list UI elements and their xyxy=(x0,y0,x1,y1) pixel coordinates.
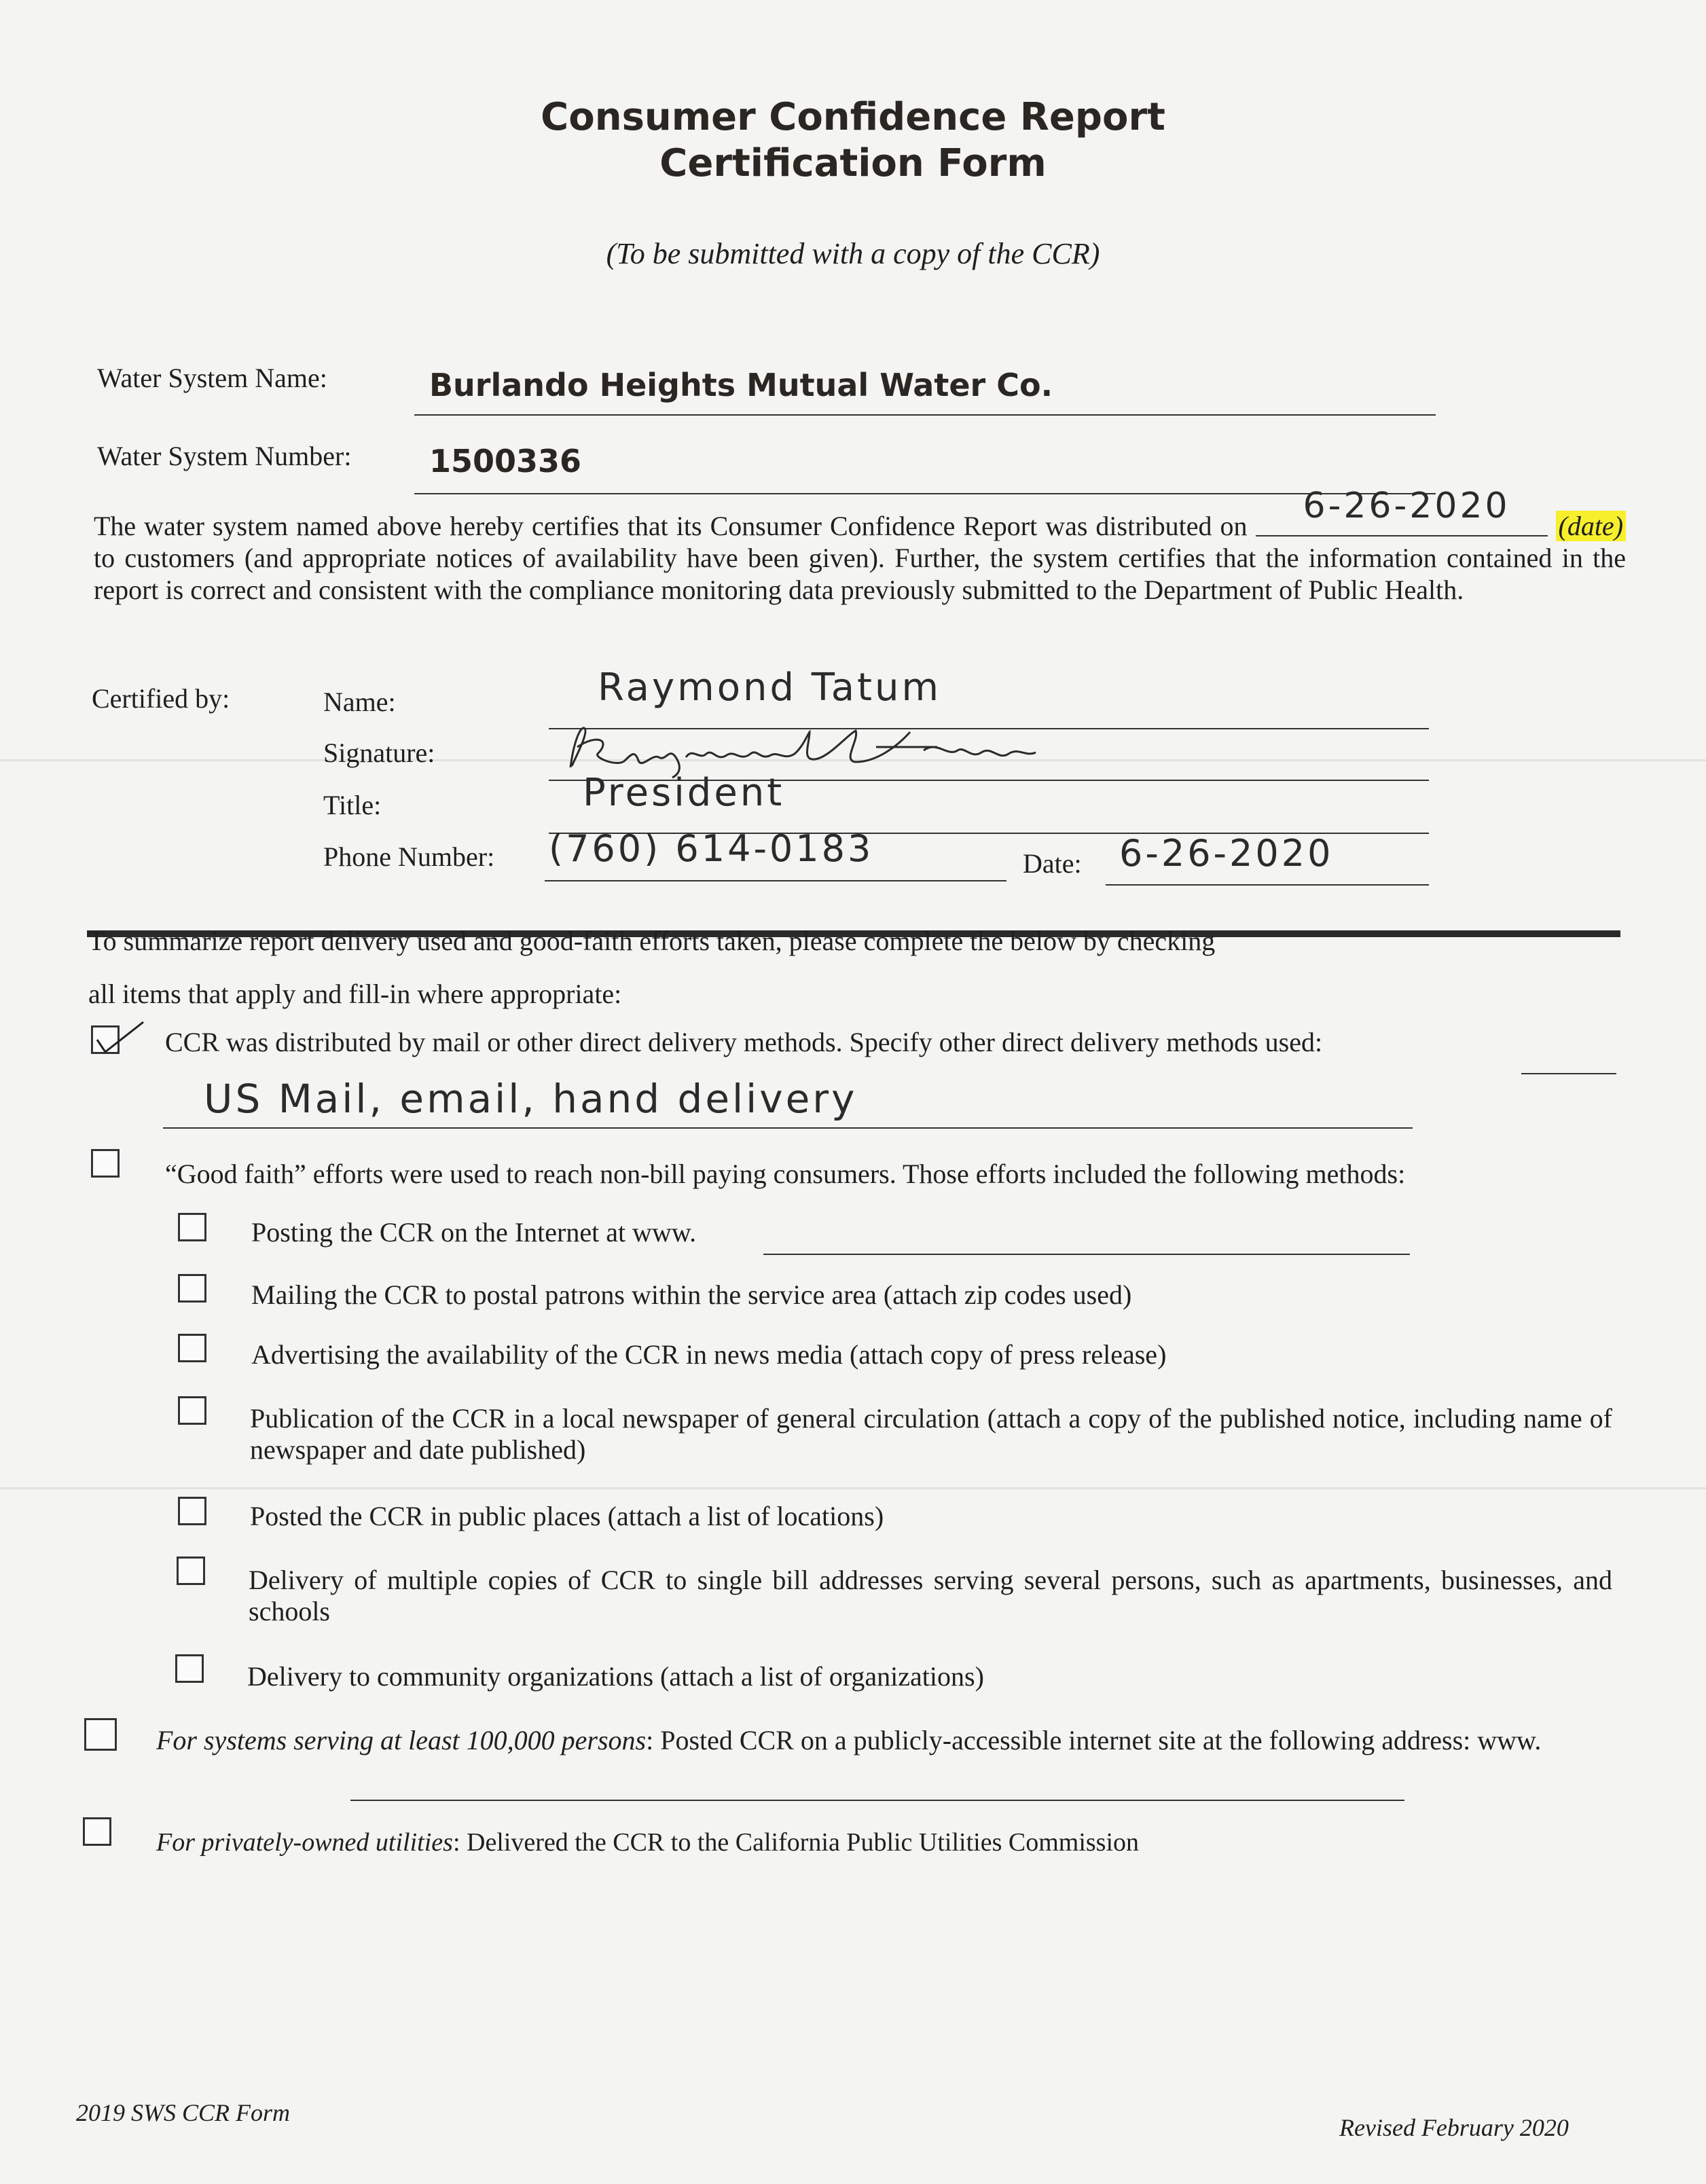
distribution-date-value: 6-26-2020 xyxy=(1303,486,1510,526)
form-subtitle: (To be submitted with a copy of the CCR) xyxy=(606,237,1100,270)
multiple-copies-checkbox[interactable] xyxy=(177,1557,205,1585)
community-orgs-checkbox[interactable] xyxy=(175,1654,204,1683)
delivery-methods-line xyxy=(163,1127,1413,1129)
postal-mailing-checkbox[interactable] xyxy=(178,1274,206,1303)
summary-instructions: To summarize report delivery used and good-faith efforts taken, please complete the below by checking xyxy=(88,926,1216,956)
distribution-date-line xyxy=(1256,535,1548,536)
certification-intro: The water system named above hereby certifies that its Consumer Confidence Report was distributed on xyxy=(94,511,1248,541)
date-label: Date: xyxy=(1023,848,1082,879)
phone-number-label: Phone Number: xyxy=(323,841,495,872)
internet-posting-checkbox[interactable] xyxy=(178,1213,206,1241)
certification-rest: to customers (and appropriate notices of availability have been given). Further, the system certifies that the information contained in the report is correct and consistent with the compliance monitoring data previously submitted to the Department of Public Health. xyxy=(94,543,1626,605)
private-utilities-body: : Delivered the CCR to the California Public Utilities Commission xyxy=(452,1828,1140,1857)
certification-statement xyxy=(94,486,1626,606)
internet-url-line xyxy=(763,1254,1410,1255)
form-title: Consumer Confidence Report xyxy=(541,95,1165,139)
multiple-copies-text: Delivery of multiple copies of CCR to single bill addresses serving several persons, such as apartments, businesses, and schools xyxy=(249,1565,1612,1626)
postal-mailing-text: Mailing the CCR to postal patrons within the service area (attach zip codes used) xyxy=(251,1279,1132,1310)
water-system-number-line xyxy=(414,493,1436,494)
water-system-number-value[interactable]: 1500336 xyxy=(429,443,582,479)
good-faith-text: “Good faith” efforts were used to reach non-bill paying consumers. Those efforts included the following methods: xyxy=(165,1159,1406,1189)
name-label: Name: xyxy=(323,687,396,717)
signature-label: Signature: xyxy=(323,738,435,768)
summary-instructions-line2: all items that apply and fill-in where appropriate: xyxy=(88,979,622,1009)
paper-fold xyxy=(0,1487,1706,1489)
water-system-name-value[interactable]: Burlando Heights Mutual Water Co. xyxy=(429,367,1053,403)
date-hint: (date) xyxy=(1556,511,1627,541)
large-systems-checkbox[interactable] xyxy=(84,1718,117,1751)
public-places-checkbox[interactable] xyxy=(178,1497,206,1525)
water-system-number-label: Water System Number: xyxy=(97,441,352,471)
large-systems-url-line xyxy=(350,1800,1404,1801)
name-value[interactable]: Raymond Tatum xyxy=(598,666,942,710)
title-value[interactable]: President xyxy=(583,771,785,815)
mail-delivery-text: CCR was distributed by mail or other direct delivery methods. Specify other direct delivery methods used: xyxy=(165,1027,1323,1057)
large-systems-text xyxy=(156,1725,1610,1756)
news-media-text: Advertising the availability of the CCR in news media (attach copy of press release) xyxy=(251,1339,1167,1370)
internet-posting-text: Posting the CCR on the Internet at www. xyxy=(251,1217,697,1248)
footer-revision: Revised February 2020 xyxy=(1339,2114,1569,2141)
large-systems-lead: For systems serving at least 100,000 persons xyxy=(156,1725,647,1755)
form-title-line2: Certification Form xyxy=(659,141,1047,185)
footer-form-id: 2019 SWS CCR Form xyxy=(76,2099,290,2126)
community-orgs-text: Delivery to community organizations (attach a list of organizations) xyxy=(247,1661,984,1692)
private-utilities-lead: For privately-owned utilities xyxy=(156,1828,453,1857)
phone-number-value[interactable]: (760) 614-0183 xyxy=(549,827,874,870)
newspaper-publication-text: Publication of the CCR in a local newspaper of general circulation (attach a copy of the published notice, including name of newspaper and date published) xyxy=(250,1403,1612,1465)
title-label: Title: xyxy=(323,790,382,820)
good-faith-checkbox[interactable] xyxy=(91,1149,120,1178)
certified-by-label: Certified by: xyxy=(92,683,230,714)
water-system-name-line xyxy=(414,414,1436,416)
news-media-checkbox[interactable] xyxy=(178,1334,206,1362)
date-line xyxy=(1106,884,1429,886)
delivery-methods-value[interactable]: US Mail, email, hand delivery xyxy=(204,1076,858,1122)
public-places-text: Posted the CCR in public places (attach a list of locations) xyxy=(250,1501,884,1531)
water-system-name-label: Water System Name: xyxy=(97,363,327,393)
mail-delivery-checkbox[interactable] xyxy=(91,1025,120,1054)
checkmark-icon xyxy=(89,1019,150,1060)
newspaper-publication-checkbox[interactable] xyxy=(178,1396,206,1425)
other-methods-line xyxy=(1521,1073,1616,1074)
private-utilities-checkbox[interactable] xyxy=(83,1817,111,1846)
phone-number-line xyxy=(545,880,1006,881)
large-systems-body: : Posted CCR on a publicly-accessible internet site at the following address: www. xyxy=(646,1725,1542,1755)
private-utilities-text xyxy=(156,1827,1139,1858)
date-value[interactable]: 6-26-2020 xyxy=(1119,832,1334,875)
distribution-date-field[interactable] xyxy=(1256,486,1548,535)
